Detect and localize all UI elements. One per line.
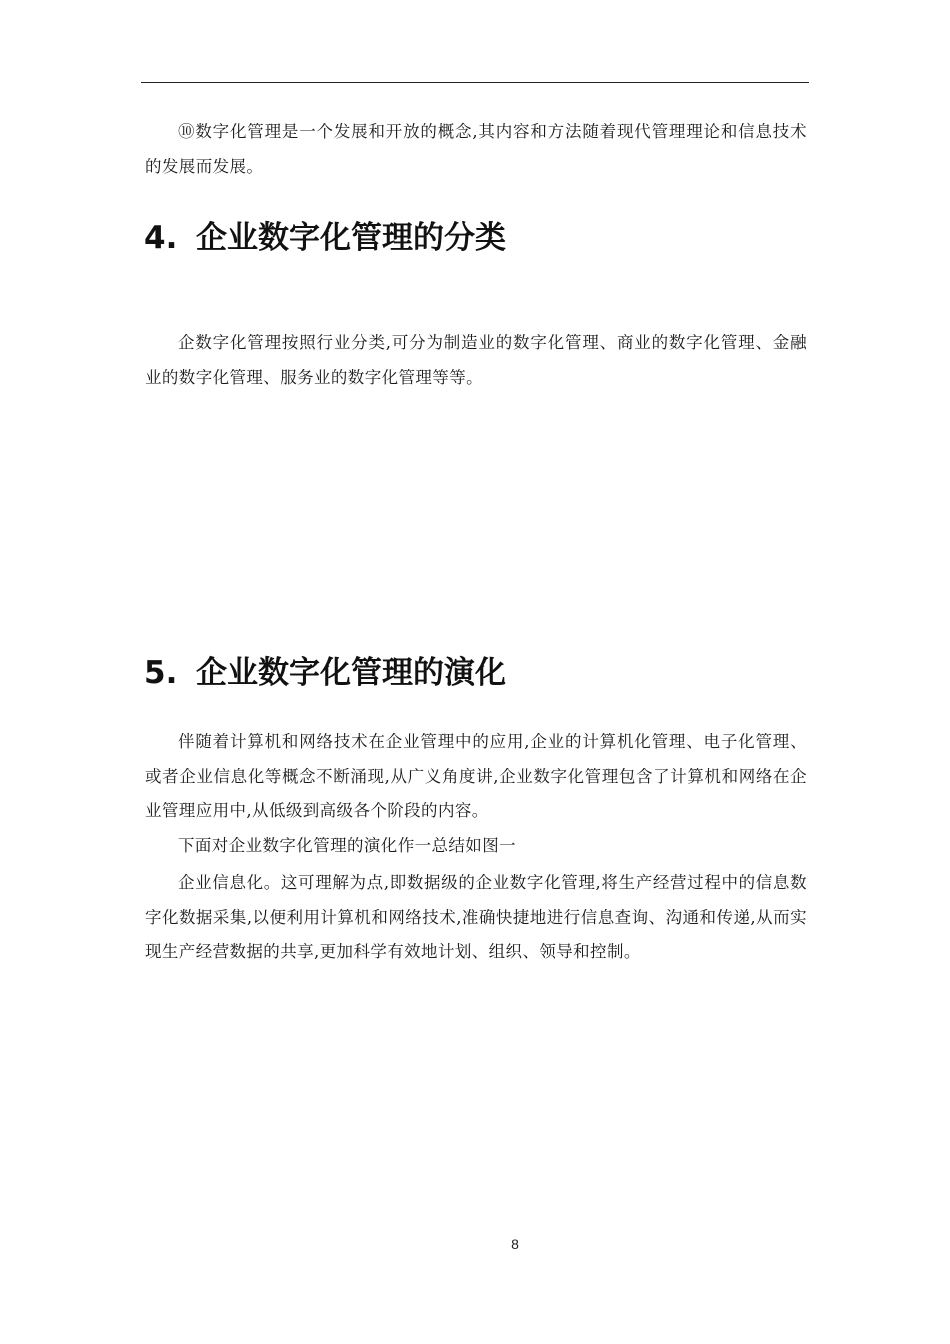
section-5-title: 企业数字化管理的演化 (196, 655, 506, 691)
section-5-paragraph-1: 伴随着计算机和网络技术在企业管理中的应用,企业的计算机化管理、电子化管理、或者企业信息化等概念不断涌现,从广义角度讲,企业数字化管理包含了计算机和网络在企业管理应用中,从低级到高级各个阶段的内容。 (145, 732, 807, 821)
page-number: 8 (511, 1236, 519, 1252)
section-4-title: 企业数字化管理的分类 (196, 220, 506, 256)
header-rule (141, 82, 809, 83)
section-5-paragraph-3: 企业信息化。这可理解为点,即数据级的企业数字化管理,将生产经营过程中的信息数字化数据采集,以便利用计算机和网络技术,准确快捷地进行信息查询、沟通和传递,从而实现生产经营数据的共享,更加科学有效地计划、组织、领导和控制。 (145, 873, 807, 962)
section-5-paragraph-2: 下面对企业数字化管理的演化作一总结如图一 (178, 836, 516, 855)
paragraph-item-10: ⑩数字化管理是一个发展和开放的概念,其内容和方法随着现代管理理论和信息技术的发展而发展。 (145, 122, 807, 176)
section-4-number: 4. (144, 220, 178, 256)
section-5-heading (144, 653, 506, 693)
section-5-number: 5. (144, 655, 178, 691)
section-4-heading (144, 218, 506, 258)
section-4-paragraph: 企数字化管理按照行业分类,可分为制造业的数字化管理、商业的数字化管理、金融业的数字化管理、服务业的数字化管理等等。 (145, 333, 807, 387)
